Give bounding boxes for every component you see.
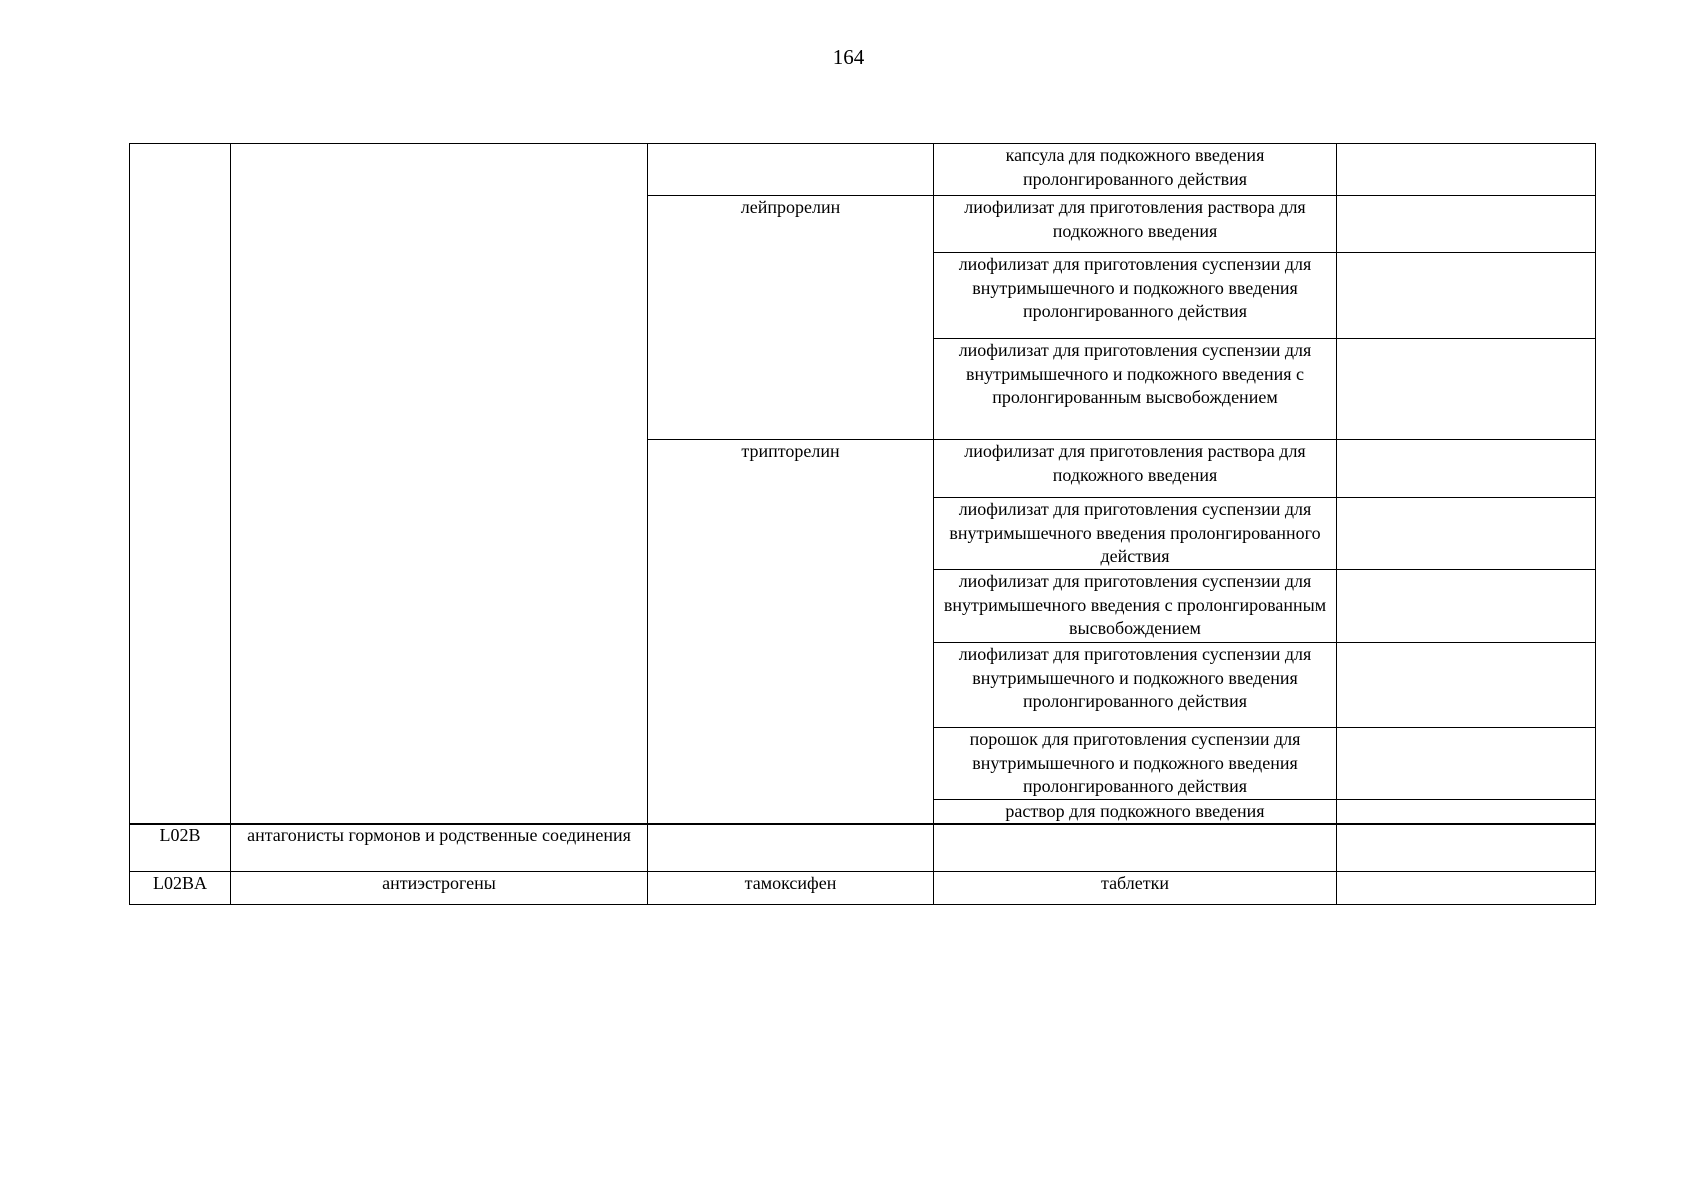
atc-code-cell: L02BA [130, 872, 231, 905]
dosage-form-cell: раствор для подкожного введения [934, 800, 1337, 825]
note-cell [1337, 498, 1596, 570]
dosage-form-cell: лиофилизат для приготовления раствора для подкожного введения [934, 196, 1337, 253]
dosage-form-cell: лиофилизат для приготовления суспензии для внутримышечного и подкожного введения с пролонгированным высвобождением [934, 339, 1337, 440]
dosage-form-cell: лиофилизат для приготовления суспензии для внутримышечного введения с пролонгированным высвобождением [934, 570, 1337, 643]
drug-name-triptorelin: трипторелин [648, 440, 934, 825]
dosage-form-cell: лиофилизат для приготовления раствора для подкожного введения [934, 440, 1337, 498]
dosage-form-cell: лиофилизат для приготовления суспензии для внутримышечного и подкожного введения пролонгированного действия [934, 643, 1337, 728]
atc-group-cell [231, 144, 648, 825]
note-cell [1337, 144, 1596, 196]
note-cell [1337, 570, 1596, 643]
table-row [130, 872, 1596, 905]
atc-group-cell: антагонисты гормонов и родственные соединения [231, 824, 648, 872]
note-cell [1337, 824, 1596, 872]
note-cell [1337, 872, 1596, 905]
note-cell [1337, 643, 1596, 728]
table-row [130, 824, 1596, 872]
drug-table [129, 143, 1596, 825]
dosage-form-cell: капсула для подкожного введения пролонгированного действия [934, 144, 1337, 196]
dosage-form-cell: порошок для приготовления суспензии для внутримышечного и подкожного введения пролонгированного действия [934, 728, 1337, 800]
note-cell [1337, 253, 1596, 339]
table-row [130, 144, 1596, 196]
atc-code-cell [130, 144, 231, 825]
dosage-form-cell: лиофилизат для приготовления суспензии для внутримышечного введения пролонгированного действия [934, 498, 1337, 570]
note-cell [1337, 800, 1596, 825]
dosage-form-cell [934, 824, 1337, 872]
drug-name-cell [648, 824, 934, 872]
dosage-form-cell: таблетки [934, 872, 1337, 905]
drug-name-cell: тамоксифен [648, 872, 934, 905]
drug-name-cell [648, 144, 934, 196]
note-cell [1337, 339, 1596, 440]
note-cell [1337, 440, 1596, 498]
note-cell [1337, 196, 1596, 253]
drug-name-leuprorelin: лейпрорелин [648, 196, 934, 440]
atc-group-cell: антиэстрогены [231, 872, 648, 905]
page-number: 164 [832, 45, 865, 69]
drug-table-continued [129, 823, 1596, 905]
dosage-form-cell: лиофилизат для приготовления суспензии для внутримышечного и подкожного введения пролонгированного действия [934, 253, 1337, 339]
note-cell [1337, 728, 1596, 800]
atc-code-cell: L02B [130, 824, 231, 872]
